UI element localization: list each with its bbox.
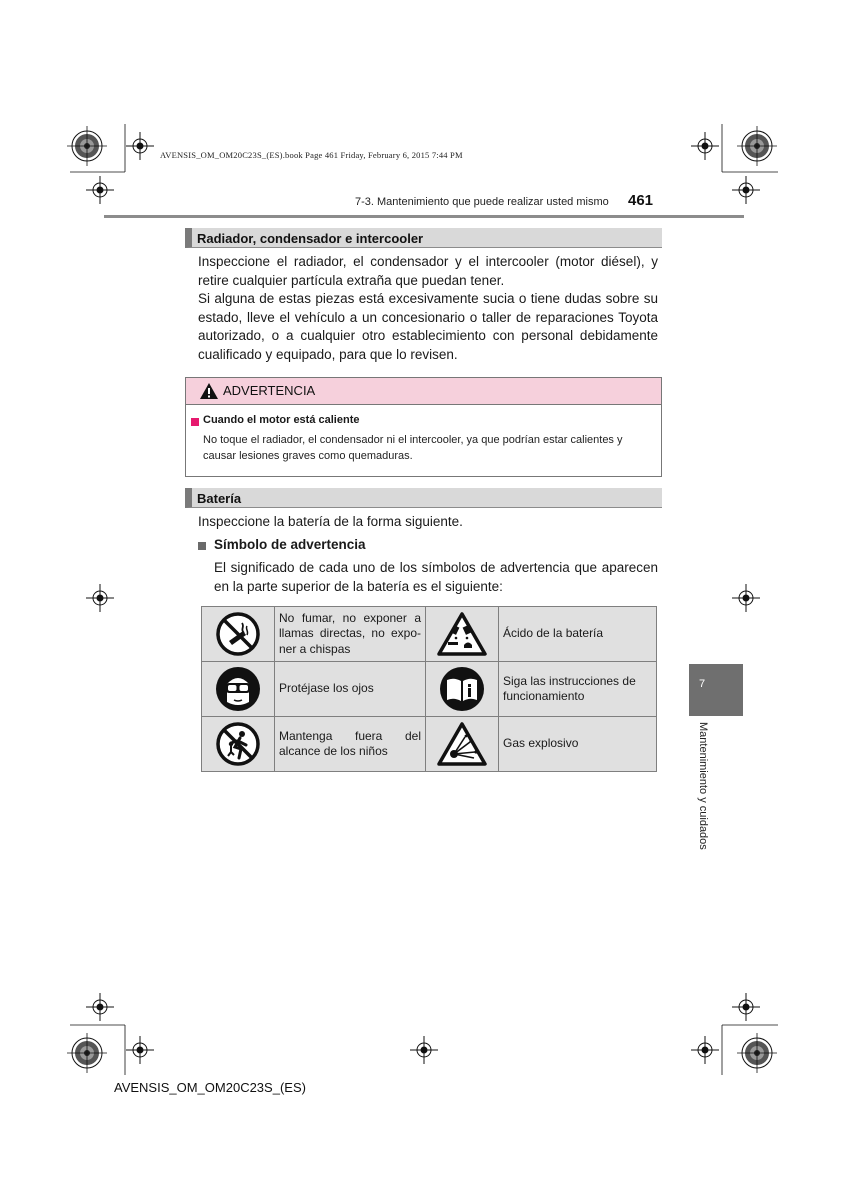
acid-hazard-icon (437, 612, 487, 656)
radiator-paragraph-2: Si alguna de estas piezas está excesivamente sucia o tiene dudas sobre su estado, lleve el vehículo a un concesionario o taller de reparaciones Toyota autorizado, o a cualquier otro establecimiento con personal debidamente cualificado y equipado, para que lo revisen. (198, 291, 658, 362)
battery-description: El significado de cada uno de los símbolos de advertencia que aparecen en la parte superior de la batería es el siguiente: (214, 560, 658, 594)
subheading-bullet (198, 542, 206, 550)
table-row (202, 717, 657, 772)
page-number: 461 (628, 192, 654, 209)
symbol-meaning: Gas explosivo (499, 717, 657, 772)
icon-cell (202, 717, 275, 772)
warning-title: ADVERTENCIA (223, 383, 316, 398)
section-heading-radiator (185, 228, 662, 248)
battery-subheading: Símbolo de advertencia (214, 537, 366, 552)
icon-cell (426, 662, 499, 717)
breadcrumb: 7-3. Mantenimiento que puede realizar usted mismo (355, 196, 609, 208)
warning-triangle-icon (200, 383, 218, 399)
warning-body: No toque el radiador, el condensador ni el intercooler, ya que podrían estar calientes y causar lesiones graves como quemaduras. (203, 434, 623, 462)
section-title: Radiador, condensador e intercooler (197, 231, 424, 246)
symbol-meaning: Mantenga fuera del alcance de los niños (275, 717, 426, 772)
warning-bullet (191, 418, 199, 426)
warning-subtitle: Cuando el motor está caliente (203, 414, 360, 426)
read-manual-icon (439, 666, 485, 712)
symbol-meaning: Ácido de la batería (499, 607, 657, 662)
table-row (202, 662, 657, 717)
symbol-meaning: No fumar, no exponer a llamas directas, no expo-ner a chispas (275, 607, 426, 662)
radiator-paragraph-1: Inspeccione el radiador, el condensador y el intercooler (motor diésel), y retire cualquier partícula extraña que puedan tener. (198, 254, 658, 288)
explosive-gas-icon (437, 722, 487, 766)
keep-away-children-icon (215, 721, 261, 767)
chapter-tab[interactable] (689, 664, 743, 716)
icon-cell (202, 607, 275, 662)
symbol-meaning: Protéjase los ojos (275, 662, 426, 717)
chapter-title: Mantenimiento y cuidados (697, 722, 709, 850)
symbol-meaning: Siga las instrucciones de funcionamiento (499, 662, 657, 717)
section-title: Batería (197, 491, 242, 506)
warning-box (185, 377, 662, 477)
footer-document-id: AVENSIS_OM_OM20C23S_(ES) (114, 1080, 306, 1095)
header-rule (104, 215, 744, 218)
print-header: AVENSIS_OM_OM20C23S_(ES).book Page 461 Friday, February 6, 2015 7:44 PM (160, 150, 463, 160)
section-heading-battery (185, 488, 662, 508)
no-smoking-icon (215, 611, 261, 657)
chapter-number: 7 (699, 678, 706, 690)
eye-protection-icon (215, 666, 261, 712)
icon-cell (426, 607, 499, 662)
warning-symbols-table (201, 606, 657, 772)
icon-cell (202, 662, 275, 717)
warning-header (186, 378, 661, 405)
icon-cell (426, 717, 499, 772)
battery-intro: Inspeccione la batería de la forma siguiente. (198, 514, 463, 529)
table-row (202, 607, 657, 662)
